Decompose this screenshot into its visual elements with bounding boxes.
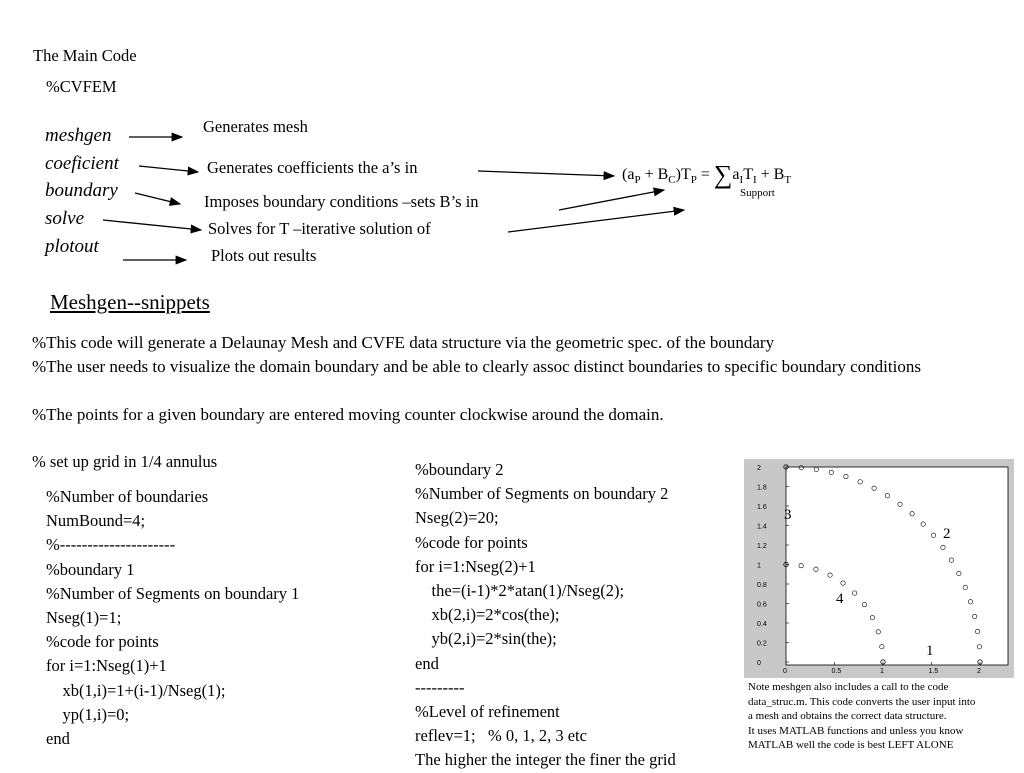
support-label: Support [740, 187, 775, 199]
description-line-2: %The user needs to visualize the domain boundary and be able to clearly assoc distinct boundaries to specific boundary conditions [32, 357, 921, 376]
arrow-boundary [135, 193, 180, 204]
y-tick-label: 0.8 [757, 582, 767, 589]
description-line-3: %The points for a given boundary are entered moving counter clockwise around the domain. [32, 405, 664, 424]
region-label-2: 2 [943, 526, 951, 542]
note-line-4: It uses MATLAB functions and unless you know [748, 724, 964, 737]
desc-meshgen: Generates mesh [203, 117, 308, 136]
region-label-1: 1 [926, 643, 934, 659]
cvfem-comment: %CVFEM [46, 77, 117, 96]
note-line-1: Note meshgen also includes a call to the code [748, 681, 949, 693]
note-text [748, 680, 975, 753]
x-tick-label: 1 [880, 668, 884, 675]
summation-symbol: ∑ [713, 160, 733, 189]
plot-canvas [744, 459, 1014, 678]
x-tick-label: 1.5 [928, 668, 939, 675]
y-tick-label: 0.6 [757, 601, 767, 609]
routine-meshgen: meshgen [45, 125, 112, 146]
note-line-5: MATLAB well the code is best LEFT ALONE [748, 739, 954, 752]
description-line-1: %This code will generate a Delaunay Mesh and CVFE data structure via the geometric spec. of the boundary [32, 333, 775, 352]
y-tick-label: 1.8 [757, 484, 767, 492]
desc-coeficient: Generates coefficients the a’s in [207, 158, 418, 177]
desc-solve: Solves for T –iterative solution of [208, 219, 431, 238]
y-tick-label: 1 [757, 562, 761, 570]
x-tick-label: 0 [783, 668, 787, 675]
code-block-boundary-1: %Number of boundaries NumBound=4; %--------------------- %boundary 1 %Number of Segments on boundary 1 Nseg(1)=1; %code for points for i=1:Nseg(1)+1 xb(1,i)=1+(i-1)/Nseg(1); yp(1,i)=0; end [46, 487, 300, 749]
main-code-heading: The Main Code [33, 46, 137, 65]
arrow-to-equation-a [478, 171, 614, 176]
y-tick-label: 2 [757, 465, 761, 472]
routine-plotout: plotout [45, 236, 99, 257]
x-tick-label: 0.5 [831, 668, 842, 675]
region-label-4: 4 [836, 591, 844, 607]
y-tick-label: 1.4 [757, 523, 767, 531]
grid-comment: % set up grid in 1/4 annulus [32, 452, 218, 471]
region-label-3: 3 [784, 507, 792, 523]
section-title: Meshgen--snippets [50, 290, 210, 314]
desc-boundary: Imposes boundary conditions –sets B’s in [204, 192, 479, 211]
note-line-2: data_struc.m. This code converts the user input into [748, 695, 976, 708]
arrow-solve [103, 220, 201, 230]
x-tick-label: 2 [977, 668, 981, 675]
routine-coeficient: coeficient [45, 153, 119, 174]
arrow-coeficient [139, 166, 198, 172]
desc-plotout: Plots out results [211, 246, 317, 265]
code-block-boundary-2: %boundary 2 %Number of Segments on boundary 2 Nseg(2)=20; %code for points for i=1:Nseg(2)+1 the=(i-1)*2*atan(1)/Nseg(2); xb(2,i)=2*cos(the); yb(2,i)=2*sin(the); end --------- %Level of refinement reflev=1; % 0, 1, 2, 3 etc The higher the integer the finer the grid [415, 460, 676, 770]
routine-solve: solve [45, 208, 85, 229]
mesh-boundary-plot [744, 459, 1014, 678]
routine-boundary: boundary [45, 180, 118, 201]
y-tick-label: 1.2 [757, 543, 767, 550]
note-line-3: a mesh and obtains the correct data structure. [748, 710, 947, 723]
discrete-equation: $(a_P + B_C)T_P = \sum a_IT_I + B_T$ Support [622, 160, 792, 199]
arrow-to-equation-solve [508, 210, 684, 232]
plot-area [786, 467, 1008, 665]
y-tick-label: 0 [757, 660, 761, 667]
y-tick-label: 0.4 [757, 621, 767, 628]
arrow-to-equation-b [559, 190, 664, 210]
y-tick-label: 1.6 [757, 504, 767, 511]
y-tick-label: 0.2 [757, 640, 767, 648]
flow-arrows [0, 0, 1024, 300]
